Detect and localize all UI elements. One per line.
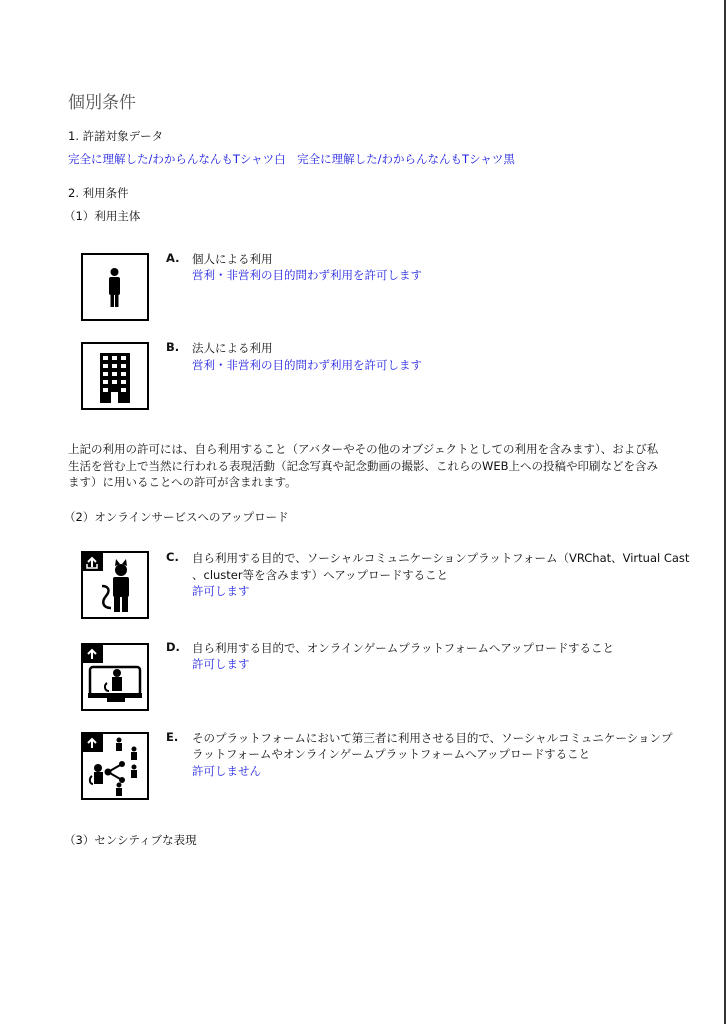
licensed-data-list: 完全に理解した/わからんなんもTシャツ白 完全に理解した/わからんなんもTシャツ黒 [68,152,515,166]
page-title: 個別条件 [68,93,136,113]
item-e-text-line1: そのプラットフォームにおいて第三者に利用させる目的で、ソーシャルコミュニケーションプ [192,731,673,745]
item-b-text: 法人による利用 [192,341,273,355]
item-a-letter: A. [166,251,180,265]
item-c-text-line1: 自ら利用する目的で、ソーシャルコミュニケーションプラットフォーム（VRChat、Virtual Cast [192,551,690,565]
item-a-text: 個人による利用 [192,252,273,266]
item-d-text: 自ら利用する目的で、オンラインゲームプラットフォームへアップロードすること [192,641,615,655]
sub1-heading: （1）利用主体 [64,209,141,223]
person-icon [81,253,149,321]
sub3-heading: （3）センシティブな表現 [64,833,197,847]
upload-share-icon [81,732,149,800]
sub2-heading: （2）オンラインサービスへのアップロード [64,510,289,524]
item-b-letter: B. [166,340,180,354]
upload-avatar-icon [81,551,149,619]
item-c-permission: 許可します [192,584,250,598]
section2-heading: 2. 利用条件 [68,186,129,200]
item-e-text-line2: ラットフォームやオンラインゲームプラットフォームへアップロードすること [192,747,591,761]
item-e-permission: 許可しません [192,764,261,778]
upload-game-icon [81,643,149,711]
building-icon [81,342,149,410]
usage-note: 上記の利用の許可には、自ら利用すること（アバターやその他のオブジェクトとしての利用を含みます）、および私生活を営む上で当然に行われる表現活動（記念写真や記念動画の撮影、これらのWEB上への投稿や印刷などを含みます）に用いることへの許可が含まれます。 [68,442,659,489]
item-d-permission: 許可します [192,657,250,671]
item-c-text-line2: 、cluster等を含みます）へアップロードすること [192,568,449,582]
item-b-permission: 営利・非営利の目的問わず利用を許可します [192,358,422,372]
item-c-letter: C. [166,550,179,564]
item-d-letter: D. [166,640,180,654]
item-e-letter: E. [166,730,179,744]
item-a-permission: 営利・非営利の目的問わず利用を許可します [192,268,422,282]
section1-heading: 1. 許諾対象データ [68,129,164,143]
